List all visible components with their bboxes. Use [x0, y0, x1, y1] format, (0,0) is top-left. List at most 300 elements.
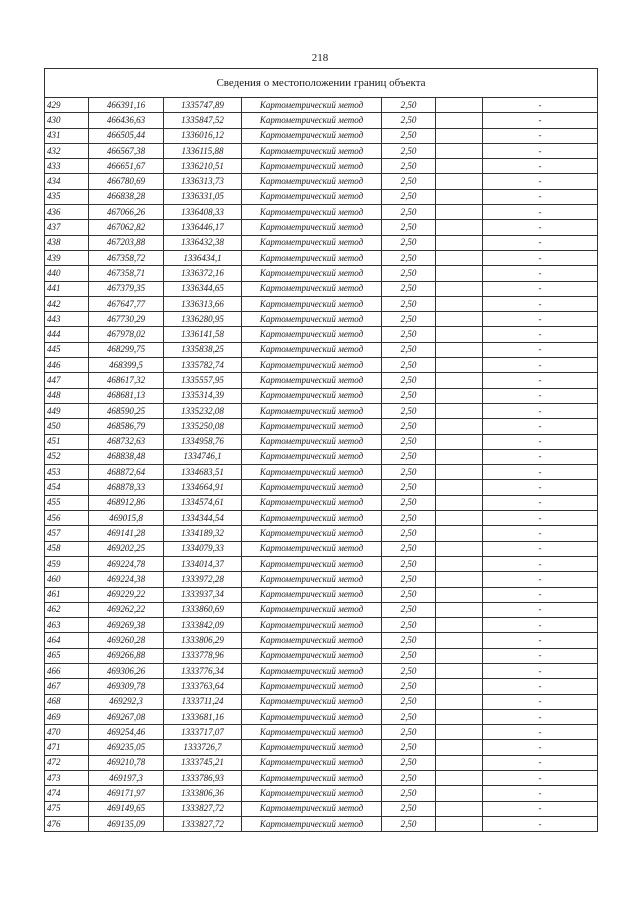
coordinate-x-cell: 468590,25 [89, 403, 164, 418]
coordinate-y-cell: 1335250,08 [164, 419, 242, 434]
blank-cell [436, 709, 483, 724]
point-number-cell: 446 [45, 358, 89, 373]
point-number-cell: 470 [45, 725, 89, 740]
description-cell: - [483, 434, 598, 449]
method-cell: Картометрический метод [242, 388, 382, 403]
accuracy-cell: 2,50 [382, 556, 436, 571]
point-number-cell: 463 [45, 618, 89, 633]
table-row [45, 465, 598, 480]
blank-cell [436, 327, 483, 342]
coordinate-x-cell: 467358,71 [89, 266, 164, 281]
description-cell: - [483, 296, 598, 311]
accuracy-cell: 2,50 [382, 449, 436, 464]
method-cell: Картометрический метод [242, 495, 382, 510]
description-cell: - [483, 419, 598, 434]
point-number-cell: 467 [45, 679, 89, 694]
description-cell: - [483, 342, 598, 357]
table-row [45, 281, 598, 296]
table-row [45, 556, 598, 571]
coordinate-y-cell: 1336372,16 [164, 266, 242, 281]
point-number-cell: 469 [45, 709, 89, 724]
method-cell: Картометрический метод [242, 633, 382, 648]
table-row [45, 587, 598, 602]
table-row [45, 98, 598, 113]
method-cell: Картометрический метод [242, 572, 382, 587]
coordinate-x-cell: 468912,86 [89, 495, 164, 510]
point-number-cell: 434 [45, 174, 89, 189]
coordinate-y-cell: 1333681,16 [164, 709, 242, 724]
coordinate-x-cell: 468617,32 [89, 373, 164, 388]
accuracy-cell: 2,50 [382, 786, 436, 801]
description-cell: - [483, 205, 598, 220]
boundary-table-sheet [44, 68, 597, 832]
coordinate-y-cell: 1333827,72 [164, 816, 242, 831]
point-number-cell: 461 [45, 587, 89, 602]
table-row [45, 449, 598, 464]
blank-cell [436, 159, 483, 174]
method-cell: Картометрический метод [242, 312, 382, 327]
method-cell: Картометрический метод [242, 205, 382, 220]
table-row [45, 495, 598, 510]
coordinate-y-cell: 1336280,95 [164, 312, 242, 327]
description-cell: - [483, 816, 598, 831]
table-row [45, 694, 598, 709]
coordinate-x-cell: 469235,05 [89, 740, 164, 755]
description-cell: - [483, 388, 598, 403]
coordinate-x-cell: 466780,69 [89, 174, 164, 189]
accuracy-cell: 2,50 [382, 388, 436, 403]
coordinate-y-cell: 1333711,24 [164, 694, 242, 709]
description-cell: - [483, 602, 598, 617]
coordinate-x-cell: 467379,35 [89, 281, 164, 296]
method-cell: Картометрический метод [242, 526, 382, 541]
description-cell: - [483, 403, 598, 418]
blank-cell [436, 556, 483, 571]
description-cell: - [483, 159, 598, 174]
coordinate-x-cell: 469015,8 [89, 511, 164, 526]
accuracy-cell: 2,50 [382, 495, 436, 510]
method-cell: Картометрический метод [242, 465, 382, 480]
method-cell: Картометрический метод [242, 786, 382, 801]
point-number-cell: 458 [45, 541, 89, 556]
method-cell: Картометрический метод [242, 143, 382, 158]
description-cell: - [483, 511, 598, 526]
description-cell: - [483, 679, 598, 694]
accuracy-cell: 2,50 [382, 342, 436, 357]
coordinate-x-cell: 467647,77 [89, 296, 164, 311]
description-cell: - [483, 556, 598, 571]
point-number-cell: 468 [45, 694, 89, 709]
description-cell: - [483, 694, 598, 709]
coordinate-x-cell: 466391,16 [89, 98, 164, 113]
point-number-cell: 447 [45, 373, 89, 388]
method-cell: Картометрический метод [242, 816, 382, 831]
coordinate-y-cell: 1333763,64 [164, 679, 242, 694]
method-cell: Картометрический метод [242, 250, 382, 265]
coordinate-x-cell: 469171,97 [89, 786, 164, 801]
table-caption: Сведения о местоположении границ объекта [45, 69, 598, 98]
accuracy-cell: 2,50 [382, 159, 436, 174]
description-cell: - [483, 709, 598, 724]
accuracy-cell: 2,50 [382, 541, 436, 556]
blank-cell [436, 250, 483, 265]
coordinate-x-cell: 469306,26 [89, 663, 164, 678]
coordinate-x-cell: 466436,63 [89, 113, 164, 128]
point-number-cell: 435 [45, 189, 89, 204]
table-row [45, 113, 598, 128]
method-cell: Картометрический метод [242, 556, 382, 571]
point-number-cell: 476 [45, 816, 89, 831]
blank-cell [436, 312, 483, 327]
blank-cell [436, 128, 483, 143]
point-number-cell: 471 [45, 740, 89, 755]
accuracy-cell: 2,50 [382, 633, 436, 648]
point-number-cell: 445 [45, 342, 89, 357]
coordinate-y-cell: 1333806,36 [164, 786, 242, 801]
blank-cell [436, 755, 483, 770]
blank-cell [436, 648, 483, 663]
accuracy-cell: 2,50 [382, 816, 436, 831]
description-cell: - [483, 633, 598, 648]
coordinate-x-cell: 468878,33 [89, 480, 164, 495]
coordinate-x-cell: 469202,25 [89, 541, 164, 556]
coordinate-y-cell: 1333842,09 [164, 618, 242, 633]
point-number-cell: 432 [45, 143, 89, 158]
coordinate-x-cell: 468838,48 [89, 449, 164, 464]
table-row [45, 388, 598, 403]
blank-cell [436, 572, 483, 587]
method-cell: Картометрический метод [242, 113, 382, 128]
point-number-cell: 464 [45, 633, 89, 648]
point-number-cell: 460 [45, 572, 89, 587]
method-cell: Картометрический метод [242, 602, 382, 617]
blank-cell [436, 526, 483, 541]
description-cell: - [483, 98, 598, 113]
blank-cell [436, 281, 483, 296]
coordinate-x-cell: 469224,78 [89, 556, 164, 571]
blank-cell [436, 694, 483, 709]
blank-cell [436, 771, 483, 786]
accuracy-cell: 2,50 [382, 740, 436, 755]
coordinate-x-cell: 469224,38 [89, 572, 164, 587]
accuracy-cell: 2,50 [382, 98, 436, 113]
accuracy-cell: 2,50 [382, 511, 436, 526]
accuracy-cell: 2,50 [382, 679, 436, 694]
method-cell: Картометрический метод [242, 771, 382, 786]
coordinate-x-cell: 469260,28 [89, 633, 164, 648]
method-cell: Картометрический метод [242, 725, 382, 740]
point-number-cell: 475 [45, 801, 89, 816]
blank-cell [436, 342, 483, 357]
table-row [45, 235, 598, 250]
method-cell: Картометрический метод [242, 755, 382, 770]
description-cell: - [483, 648, 598, 663]
accuracy-cell: 2,50 [382, 403, 436, 418]
point-number-cell: 449 [45, 403, 89, 418]
blank-cell [436, 235, 483, 250]
coordinate-y-cell: 1335838,25 [164, 342, 242, 357]
coordinate-y-cell: 1335232,08 [164, 403, 242, 418]
description-cell: - [483, 128, 598, 143]
blank-cell [436, 189, 483, 204]
table-row [45, 709, 598, 724]
coordinate-y-cell: 1336408,33 [164, 205, 242, 220]
blank-cell [436, 786, 483, 801]
coordinate-x-cell: 469149,65 [89, 801, 164, 816]
accuracy-cell: 2,50 [382, 709, 436, 724]
blank-cell [436, 373, 483, 388]
coordinate-x-cell: 469267,08 [89, 709, 164, 724]
table-row [45, 786, 598, 801]
table-row [45, 403, 598, 418]
accuracy-cell: 2,50 [382, 572, 436, 587]
method-cell: Картометрический метод [242, 235, 382, 250]
accuracy-cell: 2,50 [382, 480, 436, 495]
method-cell: Картометрический метод [242, 663, 382, 678]
accuracy-cell: 2,50 [382, 648, 436, 663]
table-row [45, 633, 598, 648]
accuracy-cell: 2,50 [382, 312, 436, 327]
point-number-cell: 438 [45, 235, 89, 250]
coordinate-x-cell: 468299,75 [89, 342, 164, 357]
coordinate-x-cell: 468872,64 [89, 465, 164, 480]
accuracy-cell: 2,50 [382, 587, 436, 602]
blank-cell [436, 602, 483, 617]
point-number-cell: 433 [45, 159, 89, 174]
table-row [45, 801, 598, 816]
coordinate-y-cell: 1333776,34 [164, 663, 242, 678]
description-cell: - [483, 113, 598, 128]
accuracy-cell: 2,50 [382, 771, 436, 786]
blank-cell [436, 449, 483, 464]
method-cell: Картометрический метод [242, 189, 382, 204]
blank-cell [436, 220, 483, 235]
coordinate-x-cell: 466567,38 [89, 143, 164, 158]
coordinate-x-cell: 466838,28 [89, 189, 164, 204]
table-row [45, 128, 598, 143]
description-cell: - [483, 327, 598, 342]
point-number-cell: 466 [45, 663, 89, 678]
coordinate-x-cell: 467358,72 [89, 250, 164, 265]
description-cell: - [483, 465, 598, 480]
coordinate-x-cell: 467730,29 [89, 312, 164, 327]
blank-cell [436, 113, 483, 128]
description-cell: - [483, 358, 598, 373]
accuracy-cell: 2,50 [382, 281, 436, 296]
blank-cell [436, 403, 483, 418]
coordinate-y-cell: 1336313,66 [164, 296, 242, 311]
table-row [45, 663, 598, 678]
coordinate-x-cell: 467203,88 [89, 235, 164, 250]
point-number-cell: 431 [45, 128, 89, 143]
coordinate-y-cell: 1334014,37 [164, 556, 242, 571]
table-row [45, 250, 598, 265]
table-row [45, 434, 598, 449]
coordinate-x-cell: 468586,79 [89, 419, 164, 434]
blank-cell [436, 679, 483, 694]
coordinate-x-cell: 469135,09 [89, 816, 164, 831]
description-cell: - [483, 740, 598, 755]
method-cell: Картометрический метод [242, 648, 382, 663]
description-cell: - [483, 235, 598, 250]
blank-cell [436, 98, 483, 113]
accuracy-cell: 2,50 [382, 526, 436, 541]
accuracy-cell: 2,50 [382, 327, 436, 342]
coordinate-y-cell: 1336141,58 [164, 327, 242, 342]
coordinate-x-cell: 469197,3 [89, 771, 164, 786]
coordinate-y-cell: 1336446,17 [164, 220, 242, 235]
coordinate-y-cell: 1333972,28 [164, 572, 242, 587]
table-row [45, 480, 598, 495]
point-number-cell: 457 [45, 526, 89, 541]
accuracy-cell: 2,50 [382, 266, 436, 281]
coordinate-y-cell: 1335747,89 [164, 98, 242, 113]
coordinate-y-cell: 1336210,51 [164, 159, 242, 174]
table-row [45, 266, 598, 281]
point-number-cell: 440 [45, 266, 89, 281]
method-cell: Картометрический метод [242, 281, 382, 296]
description-cell: - [483, 143, 598, 158]
table-row [45, 725, 598, 740]
blank-cell [436, 740, 483, 755]
coordinate-x-cell: 469210,78 [89, 755, 164, 770]
accuracy-cell: 2,50 [382, 250, 436, 265]
accuracy-cell: 2,50 [382, 128, 436, 143]
accuracy-cell: 2,50 [382, 663, 436, 678]
point-number-cell: 452 [45, 449, 89, 464]
method-cell: Картометрический метод [242, 128, 382, 143]
blank-cell [436, 816, 483, 831]
coordinate-x-cell: 466505,44 [89, 128, 164, 143]
description-cell: - [483, 373, 598, 388]
description-cell: - [483, 189, 598, 204]
blank-cell [436, 358, 483, 373]
point-number-cell: 454 [45, 480, 89, 495]
accuracy-cell: 2,50 [382, 755, 436, 770]
description-cell: - [483, 725, 598, 740]
method-cell: Картометрический метод [242, 174, 382, 189]
table-row [45, 816, 598, 831]
point-number-cell: 441 [45, 281, 89, 296]
coordinate-y-cell: 1334079,33 [164, 541, 242, 556]
coordinate-y-cell: 1336331,05 [164, 189, 242, 204]
table-row [45, 740, 598, 755]
description-cell: - [483, 281, 598, 296]
method-cell: Картометрический метод [242, 373, 382, 388]
coordinate-x-cell: 469309,78 [89, 679, 164, 694]
table-row [45, 373, 598, 388]
coordinate-y-cell: 1333778,96 [164, 648, 242, 663]
boundary-coordinates-table [44, 68, 598, 832]
point-number-cell: 443 [45, 312, 89, 327]
accuracy-cell: 2,50 [382, 220, 436, 235]
description-cell: - [483, 587, 598, 602]
coordinate-x-cell: 469292,3 [89, 694, 164, 709]
point-number-cell: 455 [45, 495, 89, 510]
table-row [45, 189, 598, 204]
coordinate-y-cell: 1336115,88 [164, 143, 242, 158]
point-number-cell: 456 [45, 511, 89, 526]
method-cell: Картометрический метод [242, 327, 382, 342]
point-number-cell: 437 [45, 220, 89, 235]
accuracy-cell: 2,50 [382, 465, 436, 480]
coordinate-x-cell: 469141,28 [89, 526, 164, 541]
accuracy-cell: 2,50 [382, 694, 436, 709]
table-body [45, 98, 598, 832]
coordinate-x-cell: 469254,46 [89, 725, 164, 740]
point-number-cell: 472 [45, 755, 89, 770]
table-row [45, 220, 598, 235]
method-cell: Картометрический метод [242, 220, 382, 235]
description-cell: - [483, 786, 598, 801]
coordinate-y-cell: 1333860,69 [164, 602, 242, 617]
accuracy-cell: 2,50 [382, 113, 436, 128]
accuracy-cell: 2,50 [382, 296, 436, 311]
accuracy-cell: 2,50 [382, 602, 436, 617]
blank-cell [436, 205, 483, 220]
coordinate-y-cell: 1333717,07 [164, 725, 242, 740]
method-cell: Картометрический метод [242, 694, 382, 709]
coordinate-x-cell: 469269,38 [89, 618, 164, 633]
table-row [45, 511, 598, 526]
point-number-cell: 439 [45, 250, 89, 265]
method-cell: Картометрический метод [242, 511, 382, 526]
table-row [45, 618, 598, 633]
table-row [45, 327, 598, 342]
accuracy-cell: 2,50 [382, 205, 436, 220]
blank-cell [436, 495, 483, 510]
point-number-cell: 453 [45, 465, 89, 480]
table-row [45, 526, 598, 541]
accuracy-cell: 2,50 [382, 618, 436, 633]
description-cell: - [483, 541, 598, 556]
table-row [45, 174, 598, 189]
table-row [45, 541, 598, 556]
table-row [45, 572, 598, 587]
blank-cell [436, 419, 483, 434]
table-row [45, 648, 598, 663]
blank-cell [436, 541, 483, 556]
coordinate-y-cell: 1336313,73 [164, 174, 242, 189]
method-cell: Картометрический метод [242, 159, 382, 174]
blank-cell [436, 511, 483, 526]
accuracy-cell: 2,50 [382, 174, 436, 189]
description-cell: - [483, 663, 598, 678]
coordinate-y-cell: 1333745,21 [164, 755, 242, 770]
blank-cell [436, 633, 483, 648]
accuracy-cell: 2,50 [382, 725, 436, 740]
method-cell: Картометрический метод [242, 541, 382, 556]
coordinate-x-cell: 468399,5 [89, 358, 164, 373]
coordinate-x-cell: 469229,22 [89, 587, 164, 602]
coordinate-y-cell: 1335782,74 [164, 358, 242, 373]
description-cell: - [483, 755, 598, 770]
blank-cell [436, 388, 483, 403]
method-cell: Картометрический метод [242, 434, 382, 449]
table-row [45, 296, 598, 311]
method-cell: Картометрический метод [242, 449, 382, 464]
point-number-cell: 459 [45, 556, 89, 571]
coordinate-y-cell: 1334958,76 [164, 434, 242, 449]
table-row [45, 159, 598, 174]
coordinate-y-cell: 1335557,95 [164, 373, 242, 388]
accuracy-cell: 2,50 [382, 235, 436, 250]
blank-cell [436, 143, 483, 158]
point-number-cell: 473 [45, 771, 89, 786]
method-cell: Картометрический метод [242, 480, 382, 495]
point-number-cell: 462 [45, 602, 89, 617]
accuracy-cell: 2,50 [382, 419, 436, 434]
